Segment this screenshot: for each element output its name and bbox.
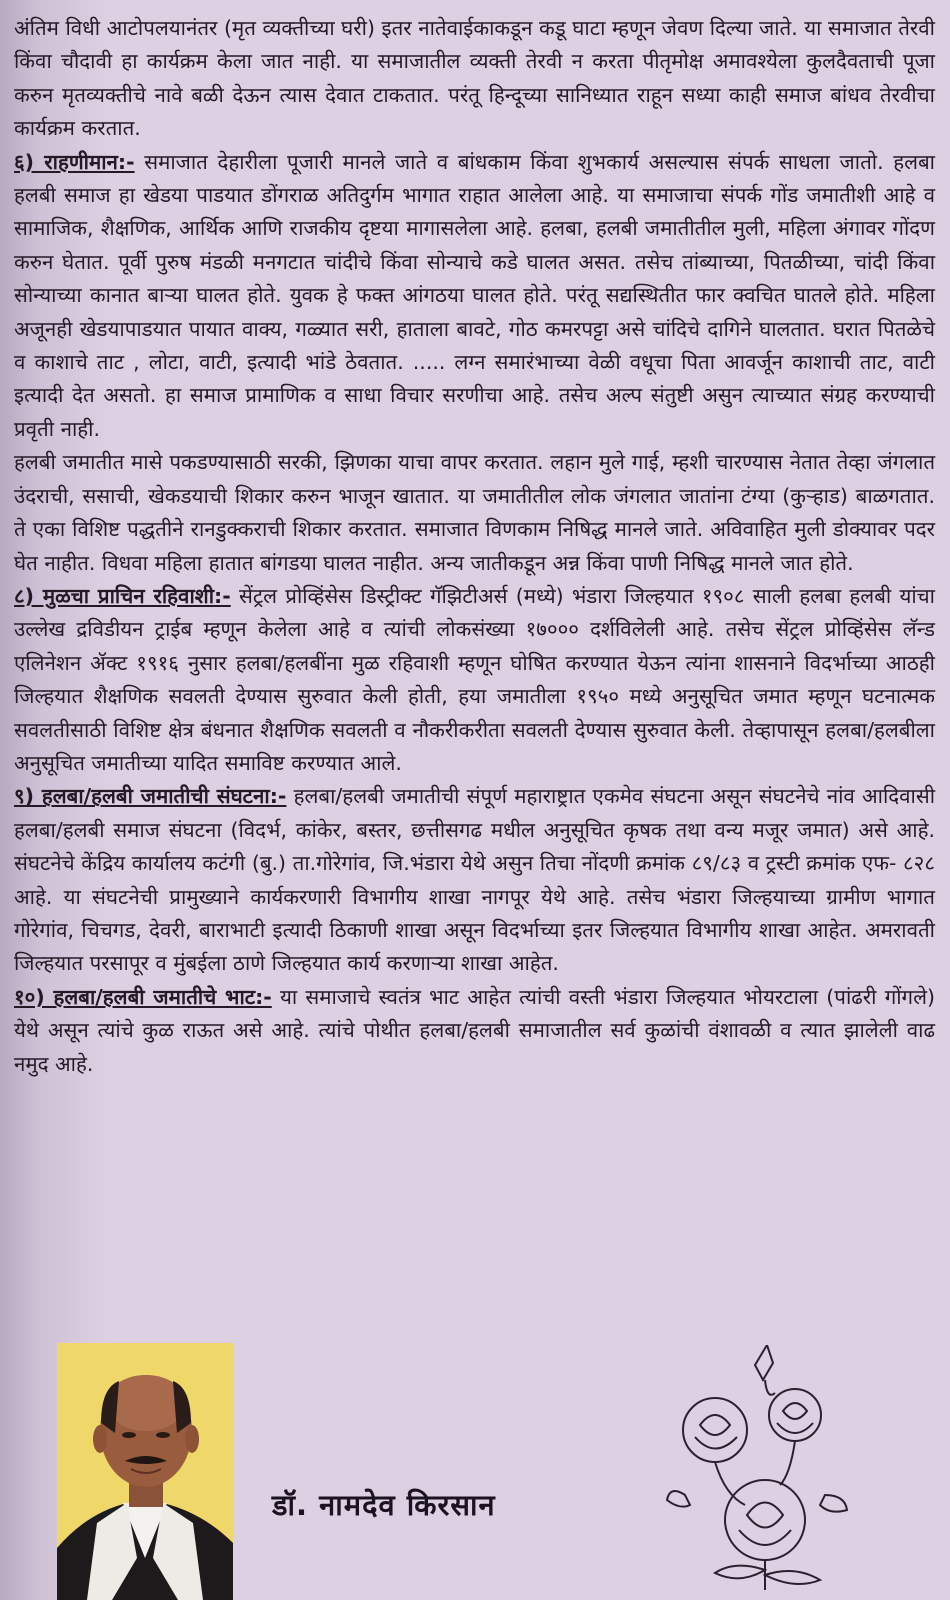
paragraph-body: हलबा/हलबी जमातीची संपूर्ण महाराष्ट्रात एकमेव संघटना असून संघटनेचे नांव आदिवासी हलबा/हलबी समाज संघटना (विदर्भ, कांकेर, बस्तर, छत्तीसगढ मधील अनुसूचित कृषक तथा वन्य मजूर जमात) असे आहे. संघटनेचे केंद्रिय कार्यालय कटंगी (बु.) ता.गोरेगांव, जि.भंडारा येथे असुन तिचा नोंदणी क्रमांक ८९/८३ व ट्रस्टी क्रमांक एफ- ८२८ आहे. या संघटनेची प्रामुख्याने कार्यकरणारी विभागीय शाखा नागपूर येथे आहे. तसेच भंडारा जिल्हयाच्या ग्रामीण भागात गोरेगांव, चिचगड, देवरी, बाराभाटी इत्यादी ठिकाणी शाखा असून विदर्भाच्या इतर जिल्हयात विभागीय शाखा आहेत. अमरावती जिल्हयात परसापूर व मुंबईला ठाणे जिल्हयात कार्य करणाऱ्या शाखा आहेत. xyxy=(14,784,936,976)
paragraph-body: हलबी जमातीत मासे पकडण्यासाठी सरकी, झिणका याचा वापर करतात. लहान मुले गाई, म्हशी चारण्यास नेतात तेव्हा जंगलात उंदराची, ससाची, खेकडयाची शिकार करुन भाजून खातात. या जमातीतील लोक जंगलात जातांना टंग्या (कुऱ्हाड) बाळगतात. ते एका विशिष्ट पद्धतीने रानडुक्कराची शिकार करतात. समाजात विणकाम निषिद्ध मानले जाते. अविवाहित मुली डोक्यावर पदर घेत नाहीत. विधवा महिला हातात बांगडया घालत नाहीत. अन्य जातीकडून अन्न किंवा पाणी निषिद्ध मानले जात होते. xyxy=(14,450,935,575)
heading-lifestyle: ६) राहणीमान:- xyxy=(14,149,135,174)
heading-bhat: १०) हलबा/हलबी जमातीचे भाट:- xyxy=(14,984,272,1009)
paragraph-organization xyxy=(14,780,935,980)
paragraph-body: या समाजाचे स्वतंत्र भाट आहेत त्यांची वस्ती भंडारा जिल्हयात भोयरटाला (पांढरी गोंगले) येथे असून त्यांचे कुळ राऊत असे आहे. त्यांचे पोथीत हलबा/हलबी समाजातील सर्व कुळांची वंशावळी व त्यात झालेली वाढ नमुद आहे. xyxy=(14,984,935,1076)
paragraph-body: सेंट्रल प्रोव्हिंसेस डिस्ट्रीक्ट गॅझिटीअर्स (मध्ये) भंडारा जिल्हयात १९०८ साली हलबा हलबी यांचा उल्लेख द्रविडीयन ट्राईब म्हणून केलेला आहे व त्यांची लोकसंख्या १७००० दर्शविलेली आहे. तसेच सेंट्रल प्रोव्हिंसेस लॅन्ड एलिनेशन ॲक्ट १९१६ नुसार हलबा/हलबींना मुळ रहिवाशी म्हणून घोषित करण्यात येऊन त्यांना शासनाने विदर्भाच्या आठही जिल्हयात शैक्षणिक सवलती देण्यास सुरुवात केली होती, हया जमातीला १९५० मध्ये अनुसूचित जमात म्हणून घटनात्मक सवलतीसाठी विशिष्ट क्षेत्र बंधनात शैक्षणिक सवलती व नौकरीकरीता सवलती देण्यास सुरुवात केली. तेव्हापासून हलबा/हलबीला अनुसूचित जमातीच्या यादित समाविष्ट करण्यात आले. xyxy=(14,583,935,775)
heading-original-residents: ८) मुळचा प्राचिन रहिवाशी:- xyxy=(14,583,231,608)
author-photo xyxy=(57,1343,233,1600)
paragraph-funeral xyxy=(14,12,935,146)
paragraph-hunting xyxy=(14,446,935,580)
paragraph-body: समाजात देहारीला पूजारी मानले जाते व बांधकाम किंवा शुभकार्य असल्यास संपर्क साधला जातो. हलबा हलबी समाज हा खेडया पाडयात डोंगराळ अतिदुर्गम भागात राहात आलेला आहे. या समाजाचा संपर्क गोंड जमातीशी आहे व सामाजिक, शैक्षणिक, आर्थिक आणि राजकीय दृष्टया मागासलेला आहे. हलबा, हलबी जमातीतील मुली, महिला अंगावर गोंदण करुन घेतात. पूर्वी पुरुष मंडळी मनगटात चांदीचे किंवा सोन्याचे कडे घालत असत. तसेच तांब्याच्या, पितळीच्या, चांदी किंवा सोन्याच्या कानात बाऱ्या घालत होते. युवक हे फक्त आंगठया घालत होते. परंतू सद्यस्थितीत फार क्वचित घातले होते. महिला अजूनही खेडयापाडयात पायात वाक्य, गळ्यात सरी, हाताला बावटे, गोठ कमरपट्टा असे चांदिचे दागिने घालतात. घरात पितळेचे व काशाचे ताट , लोटा, वाटी, इत्यादी भांडे ठेवतात. ..... लग्न समारंभाच्या वेळी वधूचा पिता आवर्जून काशाची ताट, वाटी इत्यादी देत असतो. हा समाज प्रामाणिक व साधा विचार सरणीचा आहे. तसेच अल्प संतुष्टी असुन त्याच्यात संग्रह करण्याची प्रवृती नाही. xyxy=(14,149,935,441)
author-signature: डॉ. नामदेव किरसान xyxy=(272,1488,496,1522)
portrait-illustration xyxy=(57,1343,233,1600)
article-text xyxy=(14,12,935,1081)
paragraph-original-residents xyxy=(14,580,935,780)
paragraph-lifestyle xyxy=(14,146,935,447)
paragraph-body: अंतिम विधी आटोपलयानंतर (मृत व्यक्तीच्या घरी) इतर नातेवाईकाकडून कडू घाटा म्हणून जेवण दिल्या जाते. या समाजात तेरवी किंवा चौदावी हा कार्यक्रम केला जात नाही. या समाजातील व्यक्ती तेरवी न करता पीतृमोक्ष अमावश्येला कुलदैवताची पूजा करुन मृतव्यक्तीचे नावे बळी देऊन त्यास देवात टाकतात. परंतू हिन्दूच्या सानिध्यात राहून सध्या काही समाज बांधव तेरवीचा कार्यक्रम करतात. xyxy=(14,16,935,141)
heading-organization: ९) हलबा/हलबी जमातीची संघटना:- xyxy=(14,784,287,809)
paragraph-bhat xyxy=(14,981,935,1081)
rose-sketch-icon xyxy=(655,1345,855,1595)
